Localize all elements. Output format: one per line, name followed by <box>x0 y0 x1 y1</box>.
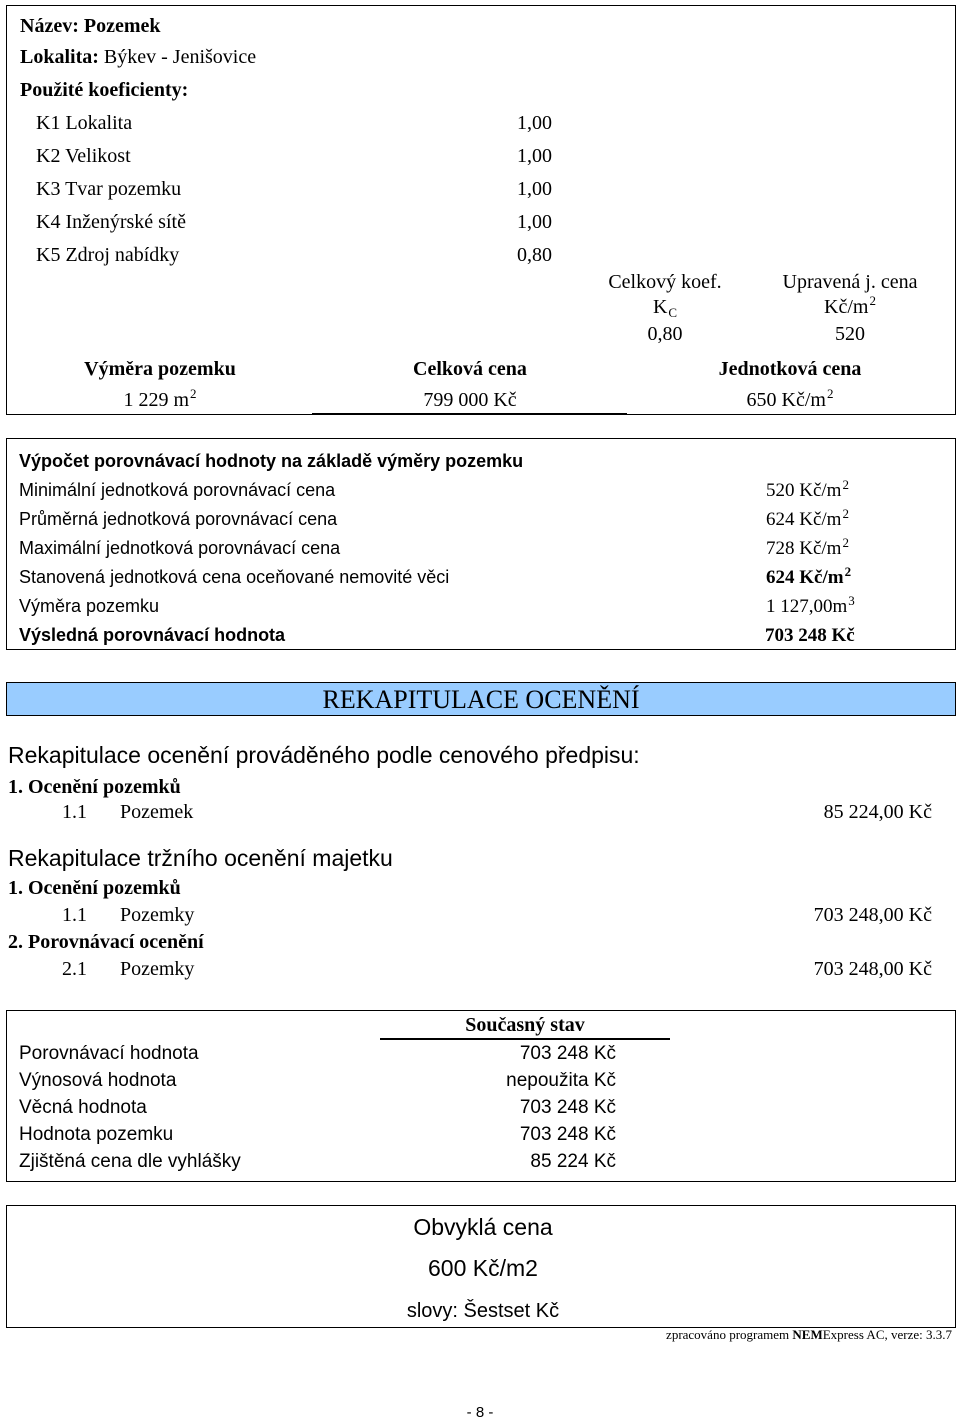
comparison-title: Výpočet porovnávací hodnoty na základě výměry pozemku <box>19 451 524 471</box>
values-header-underline <box>380 1038 670 1040</box>
recap-banner-text: REKAPITULACE OCENĚNÍ <box>322 685 640 714</box>
comparison-row-label: Maximální jednotková porovnávací cena <box>19 538 341 558</box>
recap-price-item-num: 1.1 <box>62 801 87 823</box>
coefficient-value: 1,00 <box>517 145 552 167</box>
recap-price-item-value: 85 224,00 Kč <box>823 801 932 823</box>
recap-market-section1: 1. Ocenění pozemků <box>8 877 181 899</box>
values-row-value: 703 248 Kč <box>519 1124 616 1145</box>
values-row-label: Věcná hodnota <box>19 1097 147 1118</box>
comparison-row-label: Výsledná porovnávací hodnota <box>19 625 286 645</box>
adjusted-price-label: Upravená j. cena $Kč/m^2$ 520 <box>760 272 940 344</box>
comparison-row-value: 728 $Kč/m^2$ <box>766 535 849 559</box>
recap-market-section2: 2. Porovnávací ocenění <box>8 931 204 953</box>
comparison-row-label: Minimální jednotková porovnávací cena <box>19 480 336 500</box>
values-row-label: Zjištěná cena dle vyhlášky <box>19 1151 241 1172</box>
recap-price-title: Rekapitulace ocenění prováděného podle cenového předpisu: <box>8 742 640 768</box>
values-row-label: Porovnávací hodnota <box>19 1043 199 1064</box>
usual-price-words: slovy: Šestset Kč <box>406 1300 560 1322</box>
recap-price-section1: 1. Ocenění pozemků <box>8 776 181 798</box>
unit-price-header: Jednotková cena <box>718 358 862 380</box>
comparison-row-value: 624 $Kč/m^2$ <box>766 506 849 530</box>
comparison-row-value: 520 $Kč/m^2$ <box>766 477 849 501</box>
comparison-row-label: Stanovená jednotková cena oceňované nemovité věci <box>19 567 450 587</box>
footer-program: zpracováno programem NEMExpress AC, verze: 3.3.7 <box>666 1327 952 1342</box>
recap-banner <box>6 682 956 716</box>
values-row-value: 85 224 Kč <box>530 1151 616 1172</box>
locality-line: Lokalita: Býkev - Jenišovice <box>20 46 257 68</box>
comparison-row-value: 1 $127,00m^3$ <box>766 593 855 617</box>
comparison-row-value: 703 248 Kč <box>765 625 855 646</box>
coefficient-label: K5 Zdroj nabídky <box>36 244 180 266</box>
recap-market-item1-label: Pozemky <box>120 904 195 926</box>
coefficients-heading: Použité koeficienty: <box>20 79 189 101</box>
total-coef-label: Celkový koef. $K_C$ 0,80 <box>590 272 740 344</box>
total-coef-value: 0,80 <box>647 323 683 345</box>
recap-market-item1-value: 703 248,00 Kč <box>813 904 932 926</box>
coefficient-label: K2 Velikost <box>36 145 131 167</box>
usual-price-value: 600 Kč/m2 <box>428 1255 538 1281</box>
summary-underline <box>312 413 627 415</box>
comparison-row-label: Výměra pozemku <box>19 596 160 616</box>
values-row-value: 703 248 Kč <box>519 1043 616 1064</box>
coefficient-value: 1,00 <box>517 112 552 134</box>
values-row-label: Hodnota pozemku <box>19 1124 174 1145</box>
adjusted-price-value: 520 <box>835 323 865 345</box>
coefficient-label: K1 Lokalita <box>36 112 133 134</box>
recap-market-item2-label: Pozemky <box>120 958 195 980</box>
recap-market-item2-num: 2.1 <box>62 958 87 980</box>
recap-price-item-label: Pozemek <box>120 801 194 823</box>
values-column-header: Současný stav <box>465 1014 585 1036</box>
values-row-label: Výnosová hodnota <box>19 1070 177 1091</box>
coefficient-value: 1,00 <box>517 178 552 200</box>
total-price-value: 799 000 Kč <box>423 389 517 411</box>
usual-price-label: Obvyklá cena <box>413 1214 553 1240</box>
comparison-row-label: Průměrná jednotková porovnávací cena <box>19 509 338 529</box>
coefficient-label: K3 Tvar pozemku <box>36 178 182 200</box>
unit-price-value: 650 $Kč/m^2$ <box>746 386 834 411</box>
recap-market-title: Rekapitulace tržního ocenění majetku <box>8 845 393 871</box>
recap-market-item2-value: 703 248,00 Kč <box>813 958 932 980</box>
page-number: - 8 - <box>466 1404 494 1421</box>
coefficient-value: 0,80 <box>517 244 552 266</box>
total-price-header: Celková cena <box>413 358 527 380</box>
values-row-value: 703 248 Kč <box>519 1097 616 1118</box>
comparison-row-value: 624 $Kč/m^2$ <box>766 564 852 588</box>
values-row-value: nepoužita Kč <box>506 1070 616 1091</box>
area-header: Výměra pozemku <box>84 358 236 380</box>
coefficient-label: K4 Inženýrské sítě <box>36 211 186 233</box>
recap-market-item1-num: 1.1 <box>62 904 87 926</box>
coefficient-value: 1,00 <box>517 211 552 233</box>
area-value: 1 229 $m^2$ <box>123 386 197 411</box>
name-line: Název: Pozemek <box>20 15 161 37</box>
